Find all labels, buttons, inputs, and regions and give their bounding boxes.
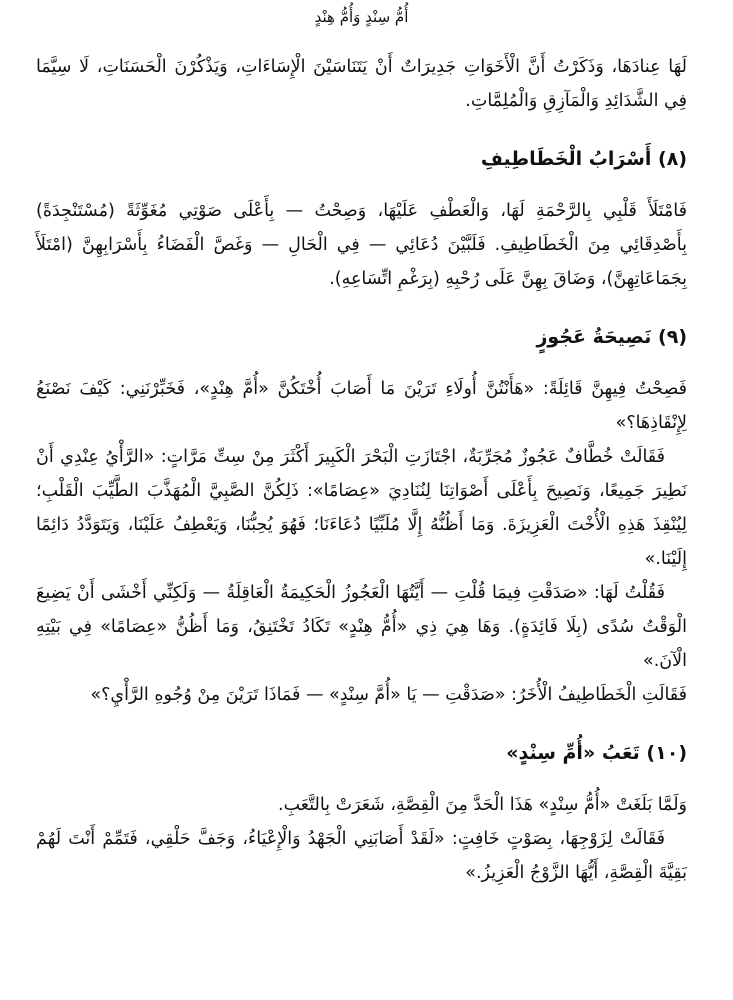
paragraph-2: فَامْتَلَأَ قَلْبِي بِالرَّحْمَةِ لَهَا، وَالْعَطْفِ عَلَيْهَا، وَصِحْتُ — بِأَعْلَى صَوْتِي مُغَوِّثَةً (مُسْتَنْجِدَةً) بِأَصْدِقَائِي مِنَ الْخَطَاطِيفِ. فَلَبَّيْنَ دُعَائِي — فِي الْحَالِ — وَغَصَّ الْفَضَاءُ بِأَسْرَابِهِنَّ (امْتَلَأَ بِجَمَاعَاتِهِنَّ)، وَضَاقَ بِهِنَّ عَلَى رُحْبِهِ (بِرَغْمِ اتِّسَاعِهِ). <box>36 201 687 289</box>
paragraph-5: فَقُلْتُ لَهَا: «صَدَقْتِ فِيمَا قُلْتِ — أَيَّتُهَا الْعَجُوزُ الْحَكِيمَةُ الْعَاقِلَةُ — وَلَكِنِّي أَخْشَى أَنْ يَضِيعَ الْوَقْتُ سُدًى (بِلَا فَائِدَةٍ). وَهَا هِيَ ذِي «أُمُّ هِنْدٍ» تَكَادُ تَخْتَنِقُ، وَمَا أَظُنُّ «عِصَامًا» فِي بَيْتِهِ الْآنَ.» <box>36 583 687 671</box>
paragraph-4: فَقَالَتْ خُطَّافٌ عَجُوزٌ مُجَرِّبَةٌ، اجْتَازَتِ الْبَحْرَ الْكَبِيرَ أَكْثَرَ مِنْ سِتِّ مَرَّاتٍ: «الرَّأْيُ عِنْدِي أَنْ نَطِيرَ جَمِيعًا، وَنَصِيحَ بِأَعْلَى أَصْوَاتِنَا لِنُنَادِيَ «عِصَامًا»: ذَلِكُنَّ الصَّبِيَّ الْمُهَذَّبَ الطَّيِّبَ الْقَلْبِ؛ لِيُنْقِذَ هَذِهِ الْأُخْتَ الْعَزِيزَةَ. وَمَا أَظُنُّهُ إِلَّا مُلَبِّيًا دُعَاءَنَا؛ فَهُوَ يُحِبُّنَا، وَيَعْطِفُ عَلَيْنَا، وَيَتَوَدَّدُ دَائِمًا إِلَيْنَا.» <box>36 447 687 569</box>
paragraph-7: وَلَمَّا بَلَغَتْ «أُمُّ سِنْدٍ» هَذَا الْحَدَّ مِنَ الْقِصَّةِ، شَعَرَتْ بِالتَّعَبِ. <box>278 795 687 815</box>
paragraph-1: لَهَا عِنادَهَا، وَذَكَرْتُ أَنَّ الْأَخَوَاتِ جَدِيرَاتٌ أَنْ يَتَنَاسَيْنَ الْإِسَاءَاتِ، وَيَذْكُرْنَ الْحَسَنَاتِ، لَا سِيَّمَا فِي الشَّدَائِدِ وَالْمَآزِقِ وَالْمُلِمَّاتِ. <box>36 57 687 111</box>
paragraph-3: فَصِحْتُ فِيهِنَّ قَائِلَةً: «هَأَنْتُنَّ أُولَاءِ تَرَيْنَ مَا أَصَابَ أُخْتَكُنَّ «أُمَّ هِنْدٍ»، فَخَبِّرْنَنِي: كَيْفَ نَصْنَعُ لِإِنْقَاذِهَا؟» <box>36 379 687 433</box>
section-heading-9: (٩) نَصِيحَةُ عَجُوزٍ <box>536 326 687 348</box>
section-heading-10: (١٠) تَعَبُ «أُمِّ سِنْدٍ» <box>506 742 687 764</box>
running-header: أُمُّ سِنْدٍ وَأُمُّ هِنْدٍ <box>314 8 409 26</box>
paragraph-6: فَقَالَتِ الْخَطَاطِيفُ الْأُخَرُ: «صَدَقْتِ — يَا «أُمَّ سِنْدٍ» — فَمَاذَا تَرَيْنَ مِنْ وُجُوهِ الرَّأْيِ؟» <box>90 685 687 705</box>
section-heading-8: (٨) أَسْرَابُ الْخَطَاطِيفِ <box>480 148 687 170</box>
paragraph-8: فَقَالَتْ لِزَوْجِهَا، بِصَوْتٍ خَافِتٍ: «لَقَدْ أَصَابَنِي الْجَهْدُ وَالْإِعْيَاءُ، وَجَفَّ حَلْقِي، فَتَمِّمْ أَنْتَ لَهُمْ بَقِيَّةَ الْقِصَّةِ، أَيُّهَا الزَّوْجُ الْعَزِيزُ.» <box>36 829 687 883</box>
